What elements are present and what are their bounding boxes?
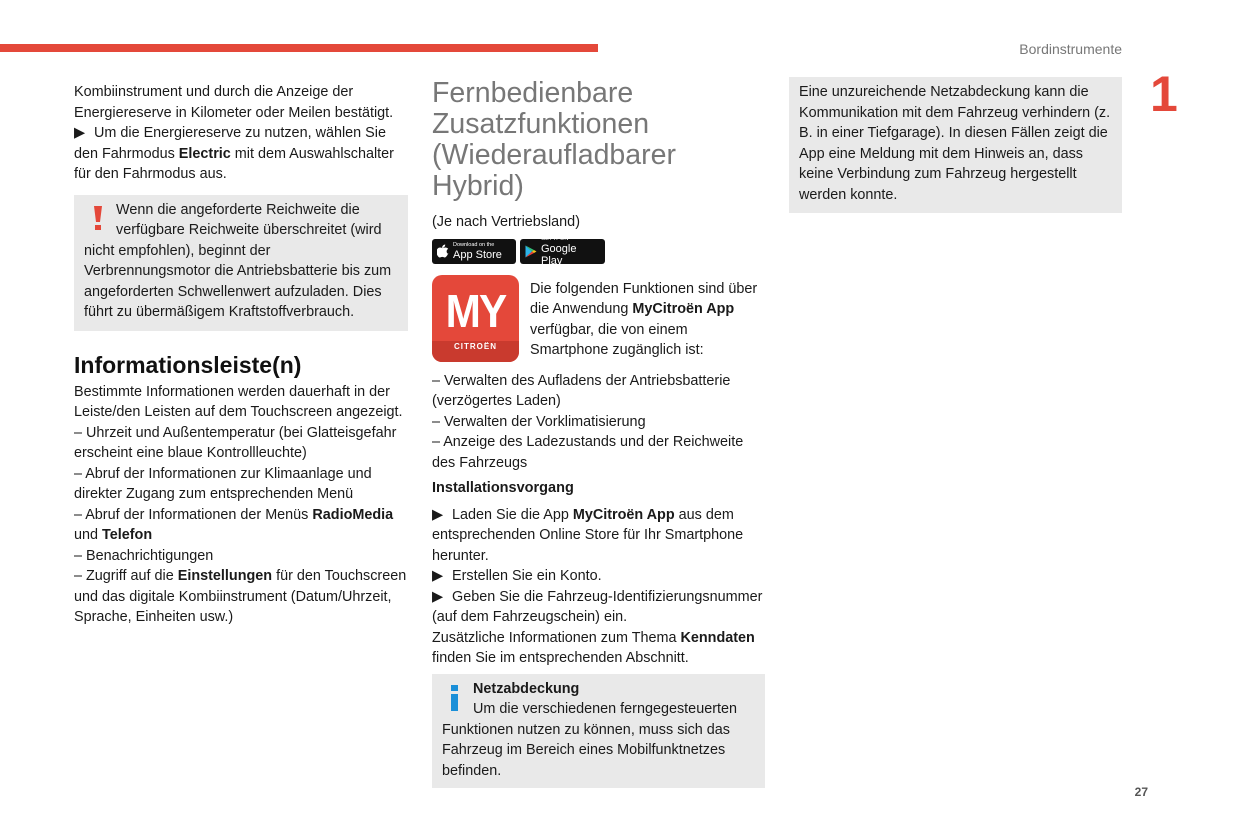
list-item: – Verwalten der Vorklimatisierung: [432, 413, 646, 430]
list-item: – Abruf der Informationen der Menüs RadioMedia und Telefon: [74, 506, 394, 543]
info-bar-heading: Informationsleiste(n): [74, 351, 302, 378]
function-list: [432, 371, 765, 474]
info-icon: [450, 685, 459, 711]
column-middle: [432, 78, 765, 788]
country-note: (Je nach Vertriebsland): [432, 214, 580, 230]
mycitroen-app-icon: MY CITROËN: [432, 275, 519, 362]
bullet-arrow-icon: ▶: [432, 588, 444, 605]
store-badges: [432, 235, 765, 267]
network-heading: Netzabdeckung: [473, 680, 580, 697]
coverage-note-box: [789, 77, 1122, 213]
intro-paragraph: Kombiinstrument und durch die Anzeige der Energiereserve in Kilometer oder Meilen bestätigt.: [74, 84, 394, 121]
app-description: Die folgenden Funktionen sind über die Anwendung MyCitroën App verfügbar, die von einem Smartphone zugänglich ist:: [530, 280, 758, 358]
bullet-arrow-icon: ▶: [432, 568, 444, 584]
google-play-icon: [525, 245, 537, 258]
list-item: – Zugriff auf die Einstellungen für den Touchscreen und das digitale Kombiinstrument (Datum/Uhrzeit, Sprache, Einheiten usw.): [74, 568, 407, 625]
section-title: Bordinstrumente: [1019, 41, 1122, 57]
install-step-3: ▶ Geben Sie die Fahrzeug-Identifizierungsnummer (auf dem Fahrzeugschein) ein.: [432, 588, 763, 625]
list-item: – Abruf der Informationen zur Klimaanlage und direkter Zugang zum entsprechenden Menü: [74, 465, 372, 502]
install-step-1: ▶ Laden Sie die App MyCitroën App aus dem entsprechenden Online Store für Ihr Smartphone herunter.: [432, 506, 744, 564]
bullet-energy-reserve: ▶ Um die Energiereserve zu nutzen, wählen Sie den Fahrmodus Electric mit dem Auswahlschalter für den Fahrmodus aus.: [74, 125, 394, 182]
column-left: [74, 82, 408, 628]
warning-text-rest: nicht empfohlen), beginnt der Verbrennungsmotor die Antriebsbatterie bis zum angeforderten Schwellenwert aufzuladen. Dies führt zu übermäßigem Kraftstoffverbrauch.: [84, 242, 392, 320]
network-text-rest: Funktionen nutzen zu können, muss sich das Fahrzeug im Bereich eines Mobilfunktnetzes befinden.: [442, 721, 730, 779]
warning-exclamation-icon: [90, 205, 106, 231]
list-item: – Benachrichtigungen: [74, 547, 214, 564]
install-step-2: ▶ Erstellen Sie ein Konto.: [432, 566, 765, 587]
app-store-badge[interactable]: Download on the App Store: [432, 239, 516, 264]
header-red-bar: [0, 44, 598, 52]
column-right: [789, 77, 1122, 213]
info-bar-intro: Bestimmte Informationen werden dauerhaft in der Leiste/den Leisten auf dem Touchscreen angezeigt.: [74, 383, 403, 420]
bullet-arrow-icon: ▶: [74, 125, 86, 141]
install-heading: Installationsvorgang: [432, 480, 574, 496]
app-info-block: [432, 275, 765, 362]
network-text-first: Um die verschiedenen ferngegesteuerten: [473, 701, 737, 717]
google-play-badge[interactable]: GET IT ON Google Play: [520, 239, 605, 264]
warning-box: [74, 195, 408, 331]
list-item: – Anzeige des Ladezustands und der Reichweite des Fahrzeugs: [432, 434, 744, 471]
remote-functions-title: Fernbedienbare Zusatzfunktionen (Wiederaufladbarer Hybrid): [432, 77, 676, 202]
network-coverage-box: [432, 674, 765, 789]
list-item: – Verwalten des Aufladens der Antriebsbatterie (verzögertes Laden): [432, 372, 731, 409]
page-number: 27: [1134, 785, 1148, 799]
warning-text-first: Wenn die angeforderte Reichweite die verfügbare Reichweite überschreitet (wird: [116, 201, 382, 238]
coverage-note-text: Eine unzureichende Netzabdeckung kann die Kommunikation mit dem Fahrzeug verhindern (z. B. in einer Tiefgarage). In diesen Fällen zeigt die App eine Meldung mit dem Hinweis an, dass keine Verbindung zum Fahrzeug hergestellt werden konnte.: [799, 84, 1111, 203]
bullet-arrow-icon: ▶: [432, 506, 444, 523]
extra-info: Zusätzliche Informationen zum Thema Kenndaten finden Sie im entsprechenden Abschnitt.: [432, 629, 755, 666]
chapter-number: 1: [1150, 66, 1178, 122]
list-item: – Uhrzeit und Außentemperatur (bei Glatteisgefahr erscheint eine blaue Kontrollleuchte): [74, 424, 397, 461]
apple-icon: [437, 244, 449, 258]
